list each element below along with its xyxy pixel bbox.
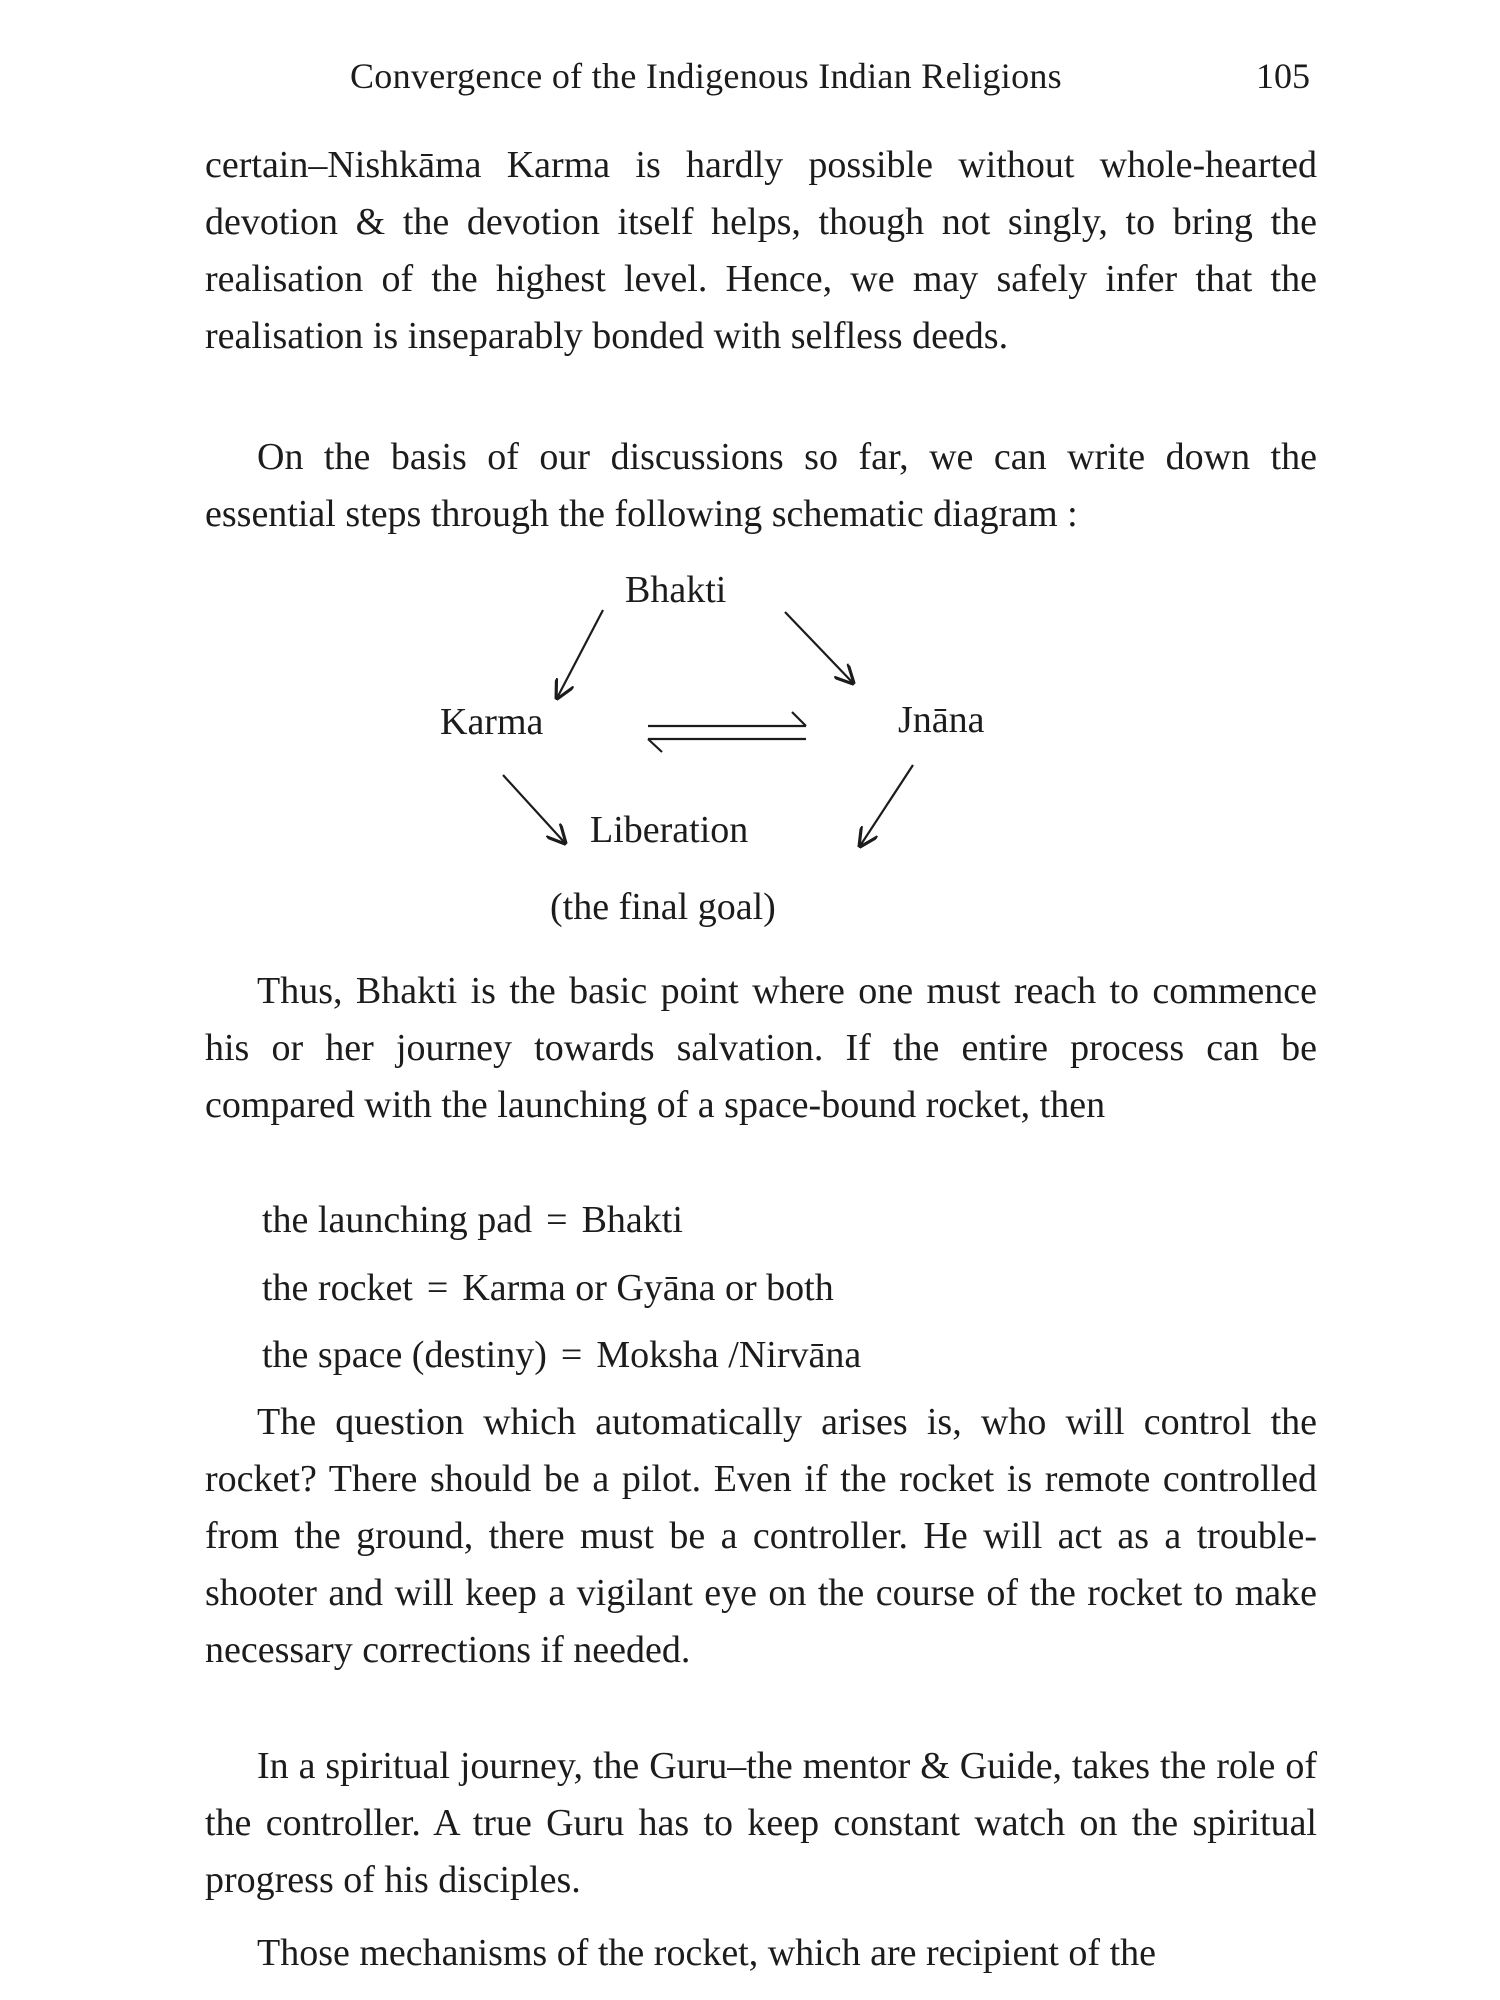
arrow-jnana-to-karma-head	[648, 739, 662, 752]
paragraph-3: Thus, Bhakti is the basic point where one must reach to commence his or her journey towards salvation. If the entire process can be compared with the launching of a space-bound rocket, then	[205, 970, 1317, 1126]
running-header	[350, 55, 1310, 105]
diagram-label-liberation: Liberation	[590, 809, 749, 851]
diagram-label-jnana: Jnāna	[898, 699, 985, 741]
paragraph-4: The question which automatically arises is, who will control the rocket? There should be a pilot. Even if the rocket is remote controlled from the ground, there must be a controller. He will act as a trouble-shooter and will keep a vigilant eye on the course of the rocket to make necessary corrections if needed.	[205, 1401, 1317, 1671]
paragraph-1: certain–Nishkāma Karma is hardly possible without whole-hearted devotion & the devotion itself helps, though not singly, to bring the realisation of the highest level. Hence, we may safely infer that the realisation is inseparably bonded with selfless deeds.	[205, 144, 1317, 357]
equation-right: Karma or Gyāna or both	[462, 1267, 834, 1309]
equation-line	[262, 1198, 683, 1242]
arrow-bhakti-to-jnana	[785, 612, 853, 683]
arrow-jnana-to-liberation	[860, 765, 913, 846]
equation-left: the launching pad	[262, 1199, 533, 1241]
equation-left: the rocket	[262, 1267, 413, 1309]
equation-left: the space (destiny)	[262, 1334, 547, 1376]
chapter-title: Convergence of the Indigenous Indian Religions	[350, 56, 1062, 96]
paragraph-6: Those mechanisms of the rocket, which are recipient of the	[257, 1932, 1156, 1974]
paragraph-2: On the basis of our discussions so far, we can write down the essential steps through the following schematic diagram :	[205, 436, 1317, 535]
equals-sign: =	[560, 1334, 583, 1376]
equals-sign: =	[426, 1267, 449, 1309]
equation-right: Bhakti	[581, 1199, 683, 1241]
equation-line	[262, 1266, 834, 1310]
diagram-label-bhakti: Bhakti	[625, 569, 727, 611]
page-number: 105	[1256, 56, 1310, 96]
arrow-karma-to-liberation	[503, 775, 565, 843]
diagram-label-final-goal: (the final goal)	[550, 886, 776, 928]
paragraph-5: In a spiritual journey, the Guru–the mentor & Guide, takes the role of the controller. A true Guru has to keep constant watch on the spiritual progress of his disciples.	[205, 1745, 1317, 1901]
equation-right: Moksha /Nirvāna	[596, 1334, 862, 1376]
arrow-karma-to-jnana-head	[792, 712, 806, 726]
diagram-label-karma: Karma	[440, 701, 544, 743]
equals-sign: =	[546, 1199, 568, 1241]
equation-line	[262, 1333, 861, 1377]
arrow-bhakti-to-karma	[557, 610, 603, 698]
